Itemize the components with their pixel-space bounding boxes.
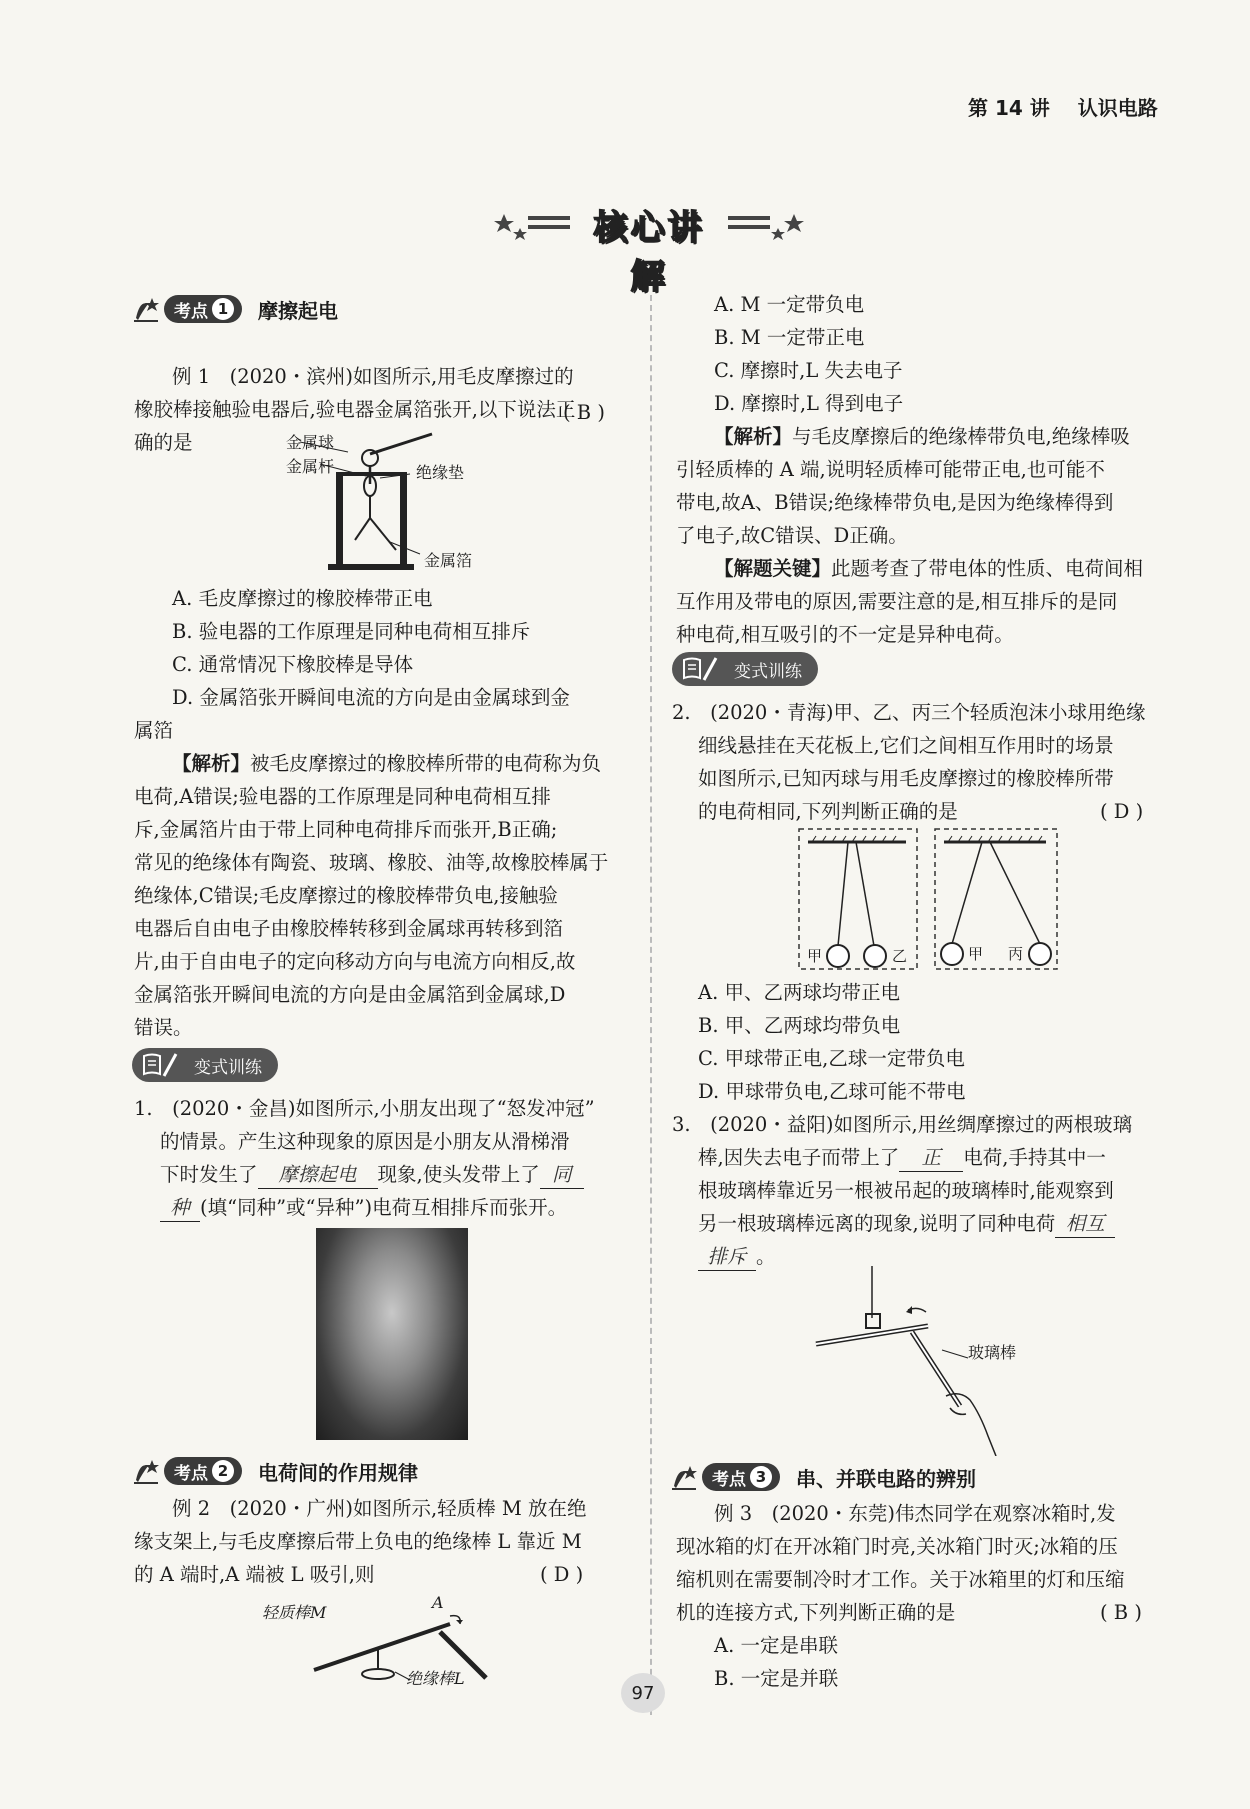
q1-line-4 <box>160 1195 567 1222</box>
q1-text-c: (填“同种”或“异种”)电荷互相排斥而张开。 <box>200 1196 568 1219</box>
ex3-line-3: 缩机则在需要制冷时才工作。关于冰箱里的灯和压缩 <box>676 1568 1125 1591</box>
q2-line-4: 的电荷相同,下列判断正确的是 <box>698 800 958 823</box>
fig-label-light-rod-m: 轻质棒M <box>262 1603 327 1622</box>
fig-label-jia-2: 甲 <box>968 945 984 963</box>
section-banner <box>484 198 814 297</box>
fig-label-jia-1: 甲 <box>807 947 823 965</box>
pen-star-icon <box>132 1456 162 1486</box>
kaodian-label: 考点 <box>174 1463 208 1484</box>
child-hair-photo <box>316 1228 468 1440</box>
fig-label-metal-rod: 金属杆 <box>286 457 335 476</box>
kaodian-title: 电荷间的作用规律 <box>258 1460 418 1485</box>
ex1-option-a: A. 毛皮摩擦过的橡胶棒带正电 <box>172 587 433 610</box>
q3-text-d: 。 <box>756 1245 776 1268</box>
q1-text-b: 现象,使头发带上了 <box>377 1163 540 1186</box>
q1-line-2: 的情景。产生这种现象的原因是小朋友从滑梯滑 <box>160 1130 570 1153</box>
kaodian-label: 考点 <box>712 1469 746 1490</box>
q3-line-3: 根玻璃棒靠近另一根被吊起的玻璃棒时,能观察到 <box>698 1179 1114 1202</box>
ex2-analysis-line-3: 带电,故A、B错误;绝缘棒带负电,是因为绝缘棒得到 <box>676 491 1114 514</box>
fig-label-metal-foil: 金属箔 <box>424 551 473 570</box>
key-text: 此题考查了带电体的性质、电荷间相 <box>831 557 1144 580</box>
key-label: 【解题关键】 <box>714 557 832 580</box>
ex1-analysis-line-9: 错误。 <box>134 1016 193 1039</box>
q3-text-b: 电荷,手持其中一 <box>963 1146 1106 1169</box>
ex1-analysis-line-4: 常见的绝缘体有陶瓷、玻璃、橡胶、油等,故橡胶棒属于 <box>134 851 609 874</box>
ex3-line-4: 机的连接方式,下列判断正确的是 <box>676 1601 956 1624</box>
ex1-analysis-line-3: 斥,金属箔片由于带上同种电荷排斥而张开,B正确; <box>134 818 558 841</box>
q3-blank-2b: 排斥 <box>698 1244 756 1271</box>
q3-line-1: 3. (2020・益阳)如图所示,用丝绸摩擦过的两根玻璃 <box>672 1113 1133 1136</box>
running-header <box>968 92 1158 121</box>
key-line-2: 互作用及带电的原因,需要注意的是,相互排斥的是同 <box>676 590 1118 613</box>
ex2-answer: ( D ) <box>540 1563 584 1586</box>
ex1-option-c: C. 通常情况下橡胶棒是导体 <box>172 653 414 676</box>
kaodian-number: 2 <box>212 1460 234 1482</box>
fig-label-insulating-pad: 绝缘垫 <box>416 463 465 482</box>
lecture-number: 第 14 讲 <box>968 96 1050 120</box>
ex1-option-b: B. 验电器的工作原理是同种电荷相互排斥 <box>172 620 531 643</box>
fig-label-yi: 乙 <box>892 947 908 965</box>
column-divider <box>650 295 652 1715</box>
kaodian-2-tag <box>132 1454 418 1488</box>
ex2-line-1: 例 2 (2020・广州)如图所示,轻质棒 M 放在绝 <box>172 1497 587 1520</box>
ex1-option-d: D. 金属箔张开瞬间电流的方向是由金属球到金 <box>172 686 570 709</box>
key-line-1 <box>714 556 1143 582</box>
kaodian-badge <box>702 1463 780 1491</box>
kaodian-1-tag <box>132 292 338 326</box>
kaodian-title: 摩擦起电 <box>258 298 338 323</box>
fig-label-metal-ball: 金属球 <box>286 433 335 452</box>
kaodian-3-tag <box>670 1460 976 1494</box>
fig-label-a: A <box>432 1593 444 1612</box>
practice-tag-2 <box>672 652 818 686</box>
q1-line-3 <box>160 1162 584 1189</box>
q3-text-a: 棒,因失去电子而带上了 <box>698 1146 900 1169</box>
ex2-analysis-line-4: 了电子,故C错误、D正确。 <box>676 524 908 547</box>
practice-label: 变式训练 <box>194 1057 262 1078</box>
analysis-text: 被毛皮摩擦过的橡胶棒所带的电荷称为负 <box>250 752 602 775</box>
q1-text-a: 下时发生了 <box>160 1163 258 1186</box>
q3-line-4 <box>698 1211 1115 1238</box>
fig-label-glass-rod: 玻璃棒 <box>968 1343 1017 1362</box>
ex2-option-d: D. 摩擦时,L 得到电子 <box>714 392 904 415</box>
book-pencil-icon <box>142 1052 186 1078</box>
q3-blank-1: 正 <box>899 1145 963 1172</box>
q3-line-2 <box>698 1145 1106 1172</box>
analysis-text: 与毛皮摩擦后的绝缘棒带负电,绝缘棒吸 <box>792 425 1130 448</box>
pendulum-figure-right <box>934 828 1058 970</box>
kaodian-number: 1 <box>212 298 234 320</box>
ex1-answer: ( B ) <box>563 401 605 424</box>
ex3-option-a: A. 一定是串联 <box>714 1634 838 1657</box>
pen-star-icon <box>670 1462 700 1492</box>
q2-line-2: 细线悬挂在天花板上,它们之间相互作用时的场景 <box>698 734 1114 757</box>
q1-blank-1: 摩擦起电 <box>258 1162 378 1189</box>
ex2-option-b: B. M 一定带正电 <box>714 326 865 349</box>
ex1-line-1: 例 1 (2020・滨州)如图所示,用毛皮摩擦过的 <box>172 365 574 388</box>
ex2-line-2: 缘支架上,与毛皮摩擦后带上负电的绝缘棒 L 靠近 M <box>134 1530 582 1553</box>
kaodian-label: 考点 <box>174 301 208 322</box>
ex1-line-3: 确的是 <box>134 431 193 454</box>
ex1-analysis-line-6: 电器后自由电子由橡胶棒转移到金属球再转移到箔 <box>134 917 564 940</box>
q1-blank-2a: 同 <box>540 1162 584 1189</box>
ex1-analysis-line-8: 金属箔张开瞬间电流的方向是由金属箔到金属球,D <box>134 983 566 1006</box>
kaodian-badge <box>164 295 242 323</box>
kaodian-badge <box>164 1457 242 1485</box>
kaodian-number: 3 <box>750 1466 772 1488</box>
q3-text-c: 另一根玻璃棒远离的现象,说明了同种电荷 <box>698 1212 1056 1235</box>
pen-star-icon <box>132 294 162 324</box>
ex1-analysis-line-2: 电荷,A错误;验电器的工作原理是同种电荷相互排 <box>134 785 551 808</box>
q2-answer: ( D ) <box>1100 800 1144 823</box>
q2-option-a: A. 甲、乙两球均带正电 <box>698 981 900 1004</box>
analysis-label: 【解析】 <box>714 425 793 448</box>
ex3-line-2: 现冰箱的灯在开冰箱门时亮,关冰箱门时灭;冰箱的压 <box>676 1535 1118 1558</box>
fig-label-bing: 丙 <box>1008 945 1024 963</box>
ex3-answer: ( B ) <box>1100 1601 1142 1624</box>
ex1-analysis-line-1 <box>172 751 601 777</box>
ex1-analysis-line-7: 片,由于自由电子的定向移动方向与电流方向相反,故 <box>134 950 576 973</box>
practice-label: 变式训练 <box>734 661 802 682</box>
ex2-analysis-line-2: 引轻质棒的 A 端,说明轻质棒可能带正电,也可能不 <box>676 458 1105 481</box>
chapter-title: 认识电路 <box>1077 96 1158 120</box>
book-pencil-icon <box>682 656 726 682</box>
practice-tag-1 <box>132 1048 278 1082</box>
banner-title: 核心讲解 <box>593 208 705 297</box>
ex2-option-c: C. 摩擦时,L 失去电子 <box>714 359 903 382</box>
ex1-analysis-line-5: 绝缘体,C错误;毛皮摩擦过的橡胶棒带负电,接触验 <box>134 884 558 907</box>
q3-blank-2a: 相互 <box>1055 1211 1115 1238</box>
analysis-label: 【解析】 <box>172 752 251 775</box>
q1-line-1: 1. (2020・金昌)如图所示,小朋友出现了“怒发冲冠” <box>134 1097 595 1120</box>
ex3-line-1: 例 3 (2020・东莞)伟杰同学在观察冰箱时,发 <box>714 1502 1116 1525</box>
key-line-3: 种电荷,相互吸引的不一定是异种电荷。 <box>676 623 1014 646</box>
page-number: 97 <box>621 1673 665 1713</box>
q2-line-1: 2. (2020・青海)甲、乙、丙三个轻质泡沫小球用绝缘 <box>672 701 1146 724</box>
q2-option-d: D. 甲球带负电,乙球可能不带电 <box>698 1080 966 1103</box>
q3-line-5 <box>698 1244 776 1271</box>
ex2-option-a: A. M 一定带负电 <box>714 293 865 316</box>
q2-option-c: C. 甲球带正电,乙球一定带负电 <box>698 1047 965 1070</box>
ex1-option-d-cont: 属箔 <box>134 719 174 742</box>
ex1-line-2: 橡胶棒接触验电器后,验电器金属箔张开,以下说法正 <box>134 398 576 421</box>
ex3-option-b: B. 一定是并联 <box>714 1667 839 1690</box>
ex2-line-3: 的 A 端时,A 端被 L 吸引,则 <box>134 1563 375 1586</box>
q2-line-3: 如图所示,已知丙球与用毛皮摩擦过的橡胶棒所带 <box>698 767 1114 790</box>
q2-option-b: B. 甲、乙两球均带负电 <box>698 1014 901 1037</box>
q1-blank-2b: 种 <box>160 1195 200 1222</box>
rod-attraction-figure <box>300 1596 500 1686</box>
ex2-analysis-line-1 <box>714 424 1130 450</box>
fig-label-insulating-rod-l: 绝缘棒L <box>406 1669 465 1688</box>
kaodian-title: 串、并联电路的辨别 <box>796 1466 976 1491</box>
